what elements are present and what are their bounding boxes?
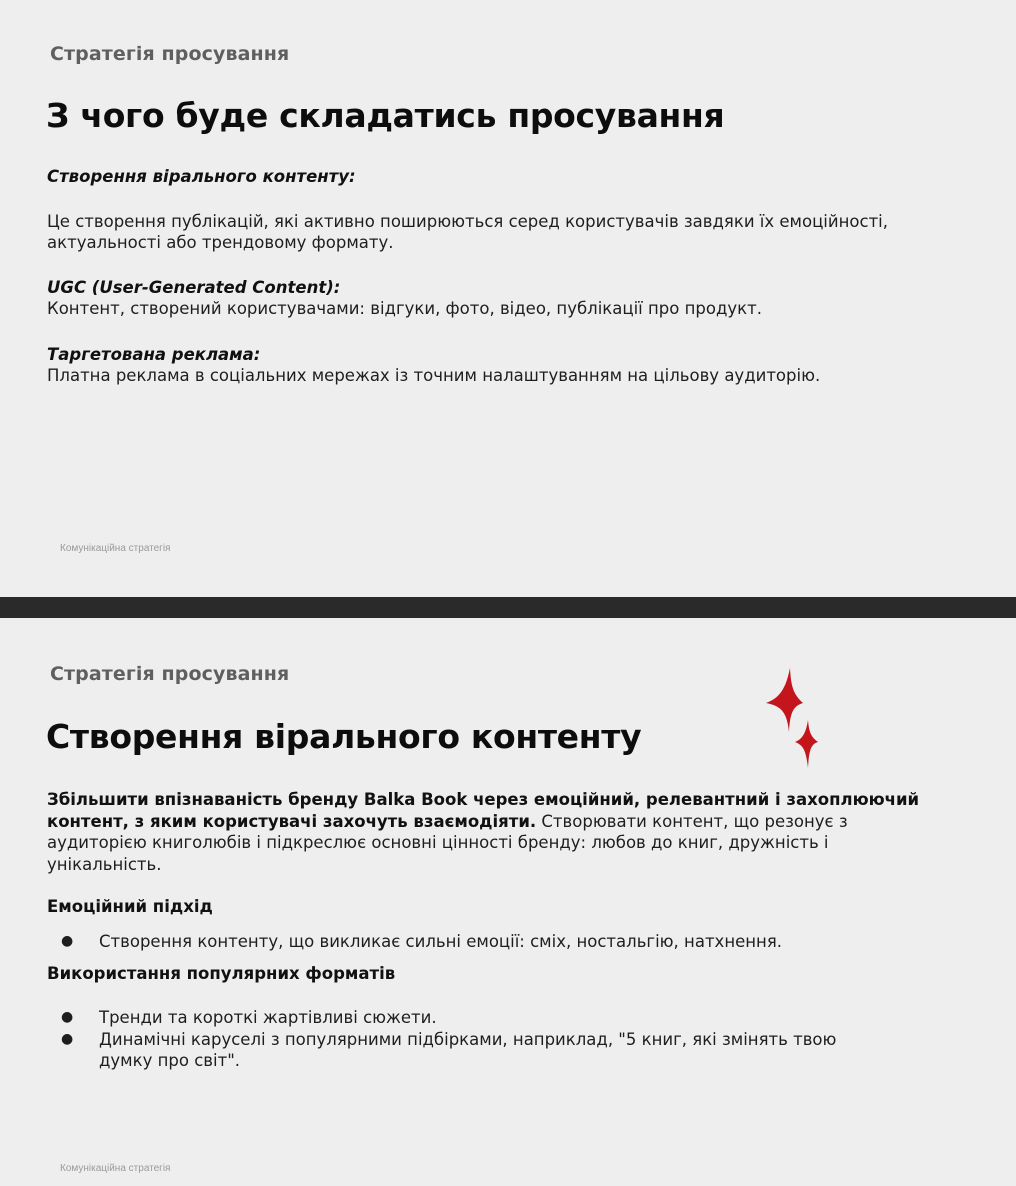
block-heading: UGC (User-Generated Content): bbox=[47, 278, 341, 297]
sparkle-small bbox=[795, 720, 818, 768]
block-heading: Створення вірального контенту: bbox=[47, 167, 356, 186]
slide-title: Створення вірального контенту bbox=[46, 717, 642, 756]
footer-label: Комунікаційна стратегія bbox=[60, 1163, 171, 1174]
list-item-text: Тренди та короткі жартівливі сюжети. bbox=[99, 1008, 437, 1027]
section-label: Стратегія просування bbox=[50, 43, 290, 65]
block-ugc bbox=[47, 277, 957, 319]
block-text: Платна реклама в соціальних мережах із точним налаштуванням на цільову аудиторію. bbox=[47, 366, 821, 385]
list-item bbox=[0, 931, 889, 953]
subheading-emotional-approach: Емоційний підхід bbox=[47, 897, 213, 916]
slide-title: З чого буде складатись просування bbox=[46, 96, 725, 135]
bullet-icon: ● bbox=[61, 933, 74, 949]
list-item-text: Створення контенту, що викликає сильні емоції: сміх, ностальгію, натхнення. bbox=[99, 932, 783, 951]
block-text: Контент, створений користувачами: відгуки, фото, відео, публікації про продукт. bbox=[47, 299, 762, 318]
bullet-icon: ● bbox=[61, 1009, 74, 1025]
sparkle-large bbox=[766, 668, 803, 732]
bullet-list-emotional bbox=[0, 931, 960, 953]
list-item bbox=[0, 1007, 889, 1029]
lead-paragraph bbox=[47, 789, 927, 875]
block-targeted-ads bbox=[47, 344, 957, 386]
block-viral-content bbox=[47, 166, 957, 253]
lead-bold-text: Збільшити впізнаваність бренду Balka Book через емоційний, релевантний і захоплюючий контент, з яким користувачі захочуть взаємодіяти. bbox=[47, 790, 920, 831]
footer-label: Комунікаційна стратегія bbox=[60, 543, 171, 554]
bullet-icon: ● bbox=[61, 1030, 74, 1047]
bullet-list-formats bbox=[0, 1007, 960, 1072]
lead-text: Створювати контент, що резонує з аудиторією книголюбів і підкреслює основні цінності бренду: любов до книг, дружність і унікальність. bbox=[47, 811, 848, 874]
block-heading: Таргетована реклама: bbox=[47, 345, 261, 364]
list-item-text: Динамічні каруселі з популярними підбірками, наприклад, "5 книг, які змінять твою думку про світ". bbox=[99, 1029, 837, 1070]
subheading-popular-formats: Використання популярних форматів bbox=[47, 964, 396, 983]
sparkles-icon bbox=[760, 666, 826, 776]
section-label: Стратегія просування bbox=[50, 663, 290, 685]
block-text: Це створення публікацій, які активно поширюються серед користувачів завдяки їх емоційності, актуальності або трендовому формату. bbox=[47, 212, 889, 252]
list-item bbox=[0, 1029, 889, 1072]
slide-viral-content bbox=[0, 618, 1016, 1186]
